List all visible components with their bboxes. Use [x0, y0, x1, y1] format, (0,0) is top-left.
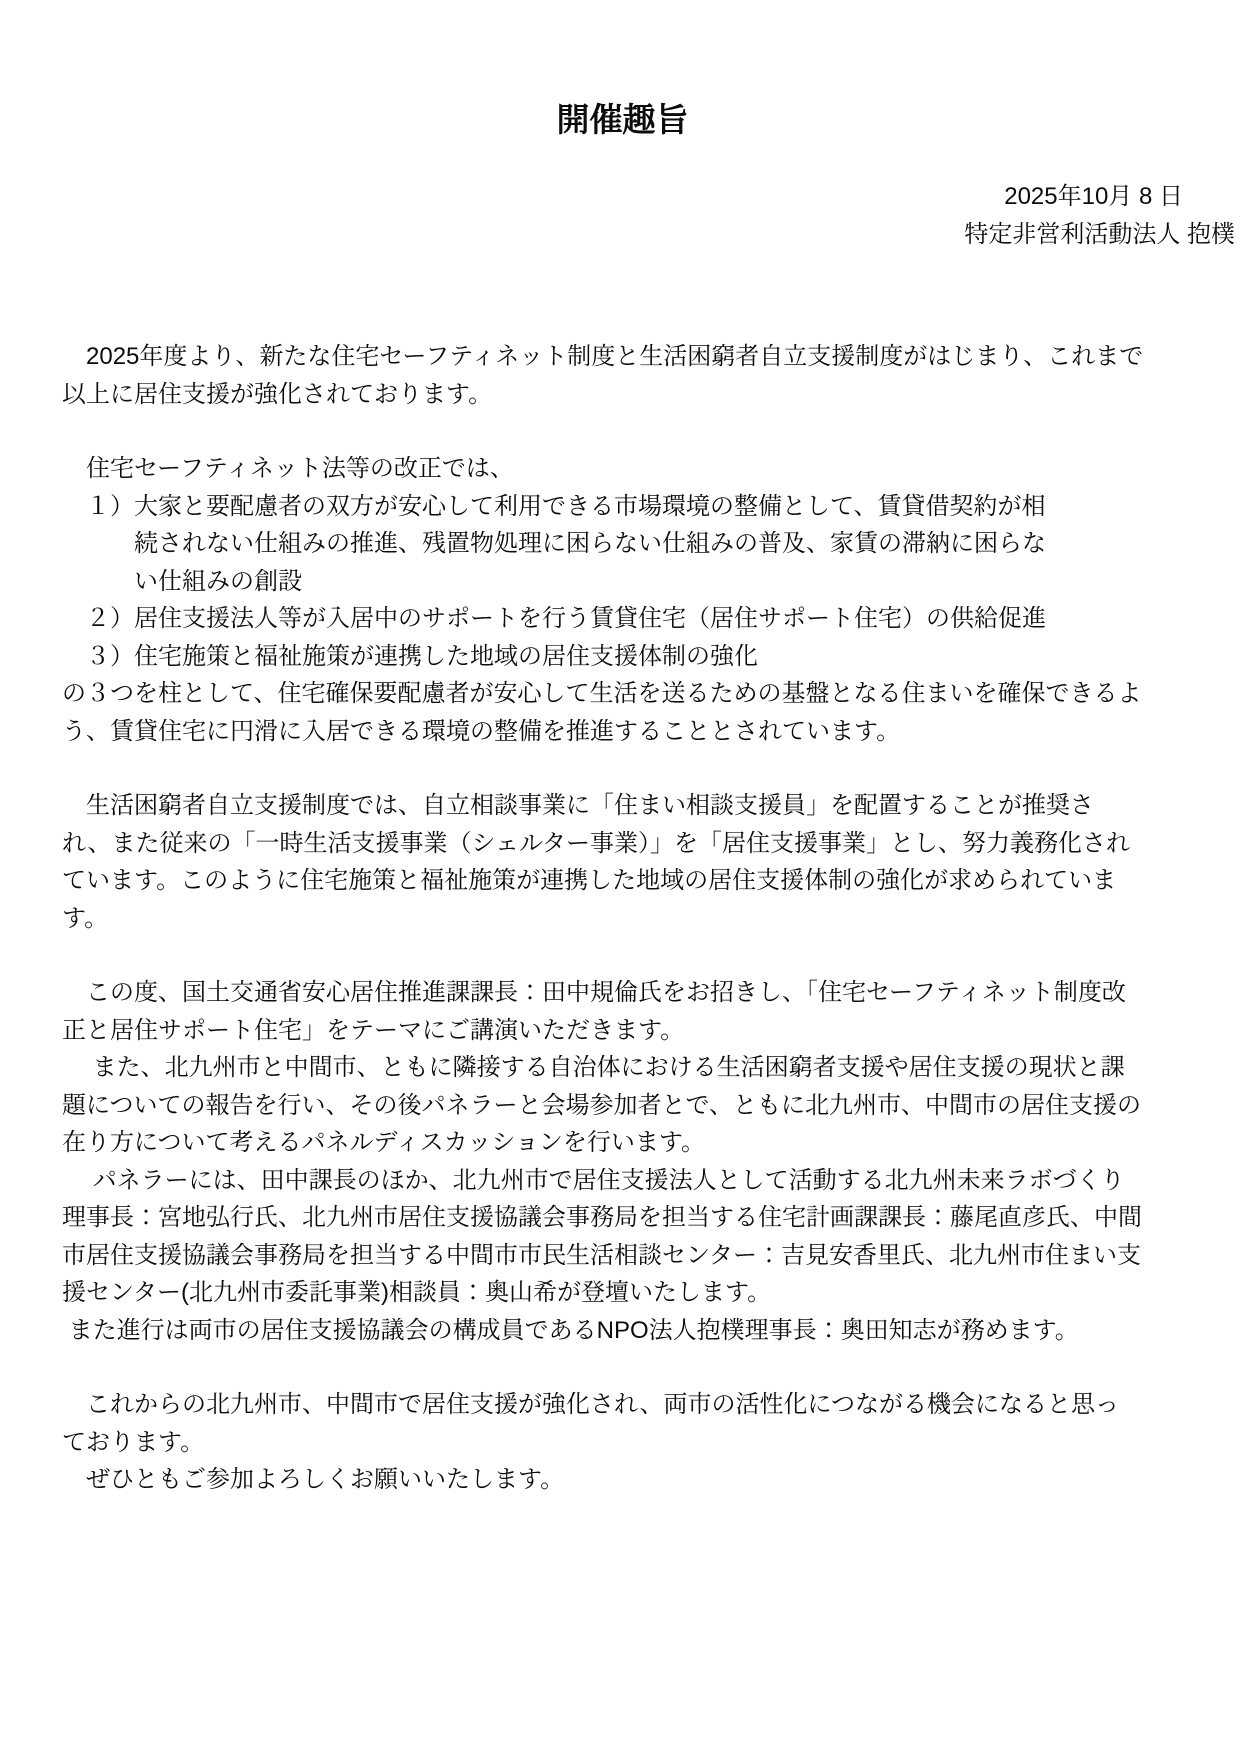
text-line: 題についての報告を行い、その後パネラーと会場参加者とで、ともに北九州市、中間市の居住支援の	[62, 1091, 1142, 1119]
text-line: 住宅セーフティネット法等の改正では、	[62, 455, 514, 482]
text-line: 生活困窮者自立支援制度では、自立相談事業に「住まい相談支援員」を配置することが推奨さ	[62, 792, 1094, 819]
text-line: 2025年度より、新たな住宅セーフティネット制度と生活困窮者自立支援制度がはじまり、これまで	[62, 343, 1144, 370]
text-line: ３）住宅施策と福祉施策が連携した地域の居住支援体制の強化	[62, 642, 758, 670]
text-line: 続されない仕組みの推進、残置物処理に困らない仕組みの普及、家賃の滞納に困らな	[62, 530, 1046, 557]
date-block	[62, 178, 1235, 253]
text-line: ております。	[62, 1428, 205, 1456]
text-line: 理事長：宮地弘行氏、北九州市居住支援協議会事務局を担当する住宅計画課課長：藤尾直彦氏、中間	[62, 1204, 1142, 1231]
text-line: ぜひともご参加よろしくお願いいたします。	[62, 1466, 565, 1493]
paragraph-event-program	[62, 974, 1183, 1349]
text-line: れ、また従来の「一時生活支援事業（シェルター事業）」を「居住支援事業」とし、努力義務化され	[62, 829, 1130, 857]
text-line: 市居住支援協議会事務局を担当する中間市市民生活相談センター：吉見安香里氏、北九州市住まい支	[62, 1241, 1142, 1269]
paragraph-self-reliance-support-system	[62, 787, 1183, 937]
text-line: う、賃貸住宅に円滑に入居できる環境の整備を推進することとされています。	[62, 717, 901, 745]
document-body	[62, 338, 1183, 1499]
text-line: の３つを柱として、住宅確保要配慮者が安心して生活を送るための基盤となる住まいを確保できるよ	[62, 680, 1142, 707]
text-line: １）大家と要配慮者の双方が安心して利用できる市場環境の整備として、賃貸借契約が相	[62, 492, 1046, 520]
paragraph-overview	[62, 338, 1183, 413]
text-line: 以上に居住支援が強化されております。	[62, 380, 493, 408]
text-line: 正と居住サポート住宅」をテーマにご講演いただきます。	[62, 1016, 685, 1044]
text-line: 在り方について考えるパネルディスカッションを行います。	[62, 1129, 705, 1156]
text-line: 援センター(北九州市委託事業)相談員：奥山希が登壇いたします。	[62, 1279, 772, 1306]
text-line: い仕組みの創設	[62, 567, 302, 595]
text-line: また進行は両市の居住支援協議会の構成員であるNPO法人抱樸理事長：奥田知志が務めます。	[62, 1316, 1079, 1344]
text-line: これからの北九州市、中間市で居住支援が強化され、両市の活性化につながる機会になると思っ	[62, 1391, 1119, 1418]
text-line: この度、国土交通省安心居住推進課課長：田中規倫氏をお招きし、「住宅セーフティネット制度改	[62, 979, 1126, 1006]
document-date: 2025年10月 8 日	[1004, 183, 1183, 210]
text-line: す。	[62, 904, 109, 932]
organization-name: 特定非営利活動法人 抱樸	[964, 220, 1235, 248]
text-line: ２）居住支援法人等が入居中のサポートを行う賃貸住宅（居住サポート住宅）の供給促進	[62, 605, 1046, 632]
page-title: 開催趣旨	[556, 101, 689, 138]
paragraph-closing	[62, 1386, 1183, 1499]
text-line: パネラーには、田中課長のほか、北九州市で居住支援法人として活動する北九州未来ラボづくり	[62, 1166, 1125, 1194]
text-line: また、北九州市と中間市、ともに隣接する自治体における生活困窮者支援や居住支援の現状と課	[62, 1054, 1125, 1081]
text-line: ています。このように住宅施策と福祉施策が連携した地域の居住支援体制の強化が求められていま	[62, 867, 1117, 894]
paragraph-safety-net-law-reform	[62, 450, 1183, 750]
